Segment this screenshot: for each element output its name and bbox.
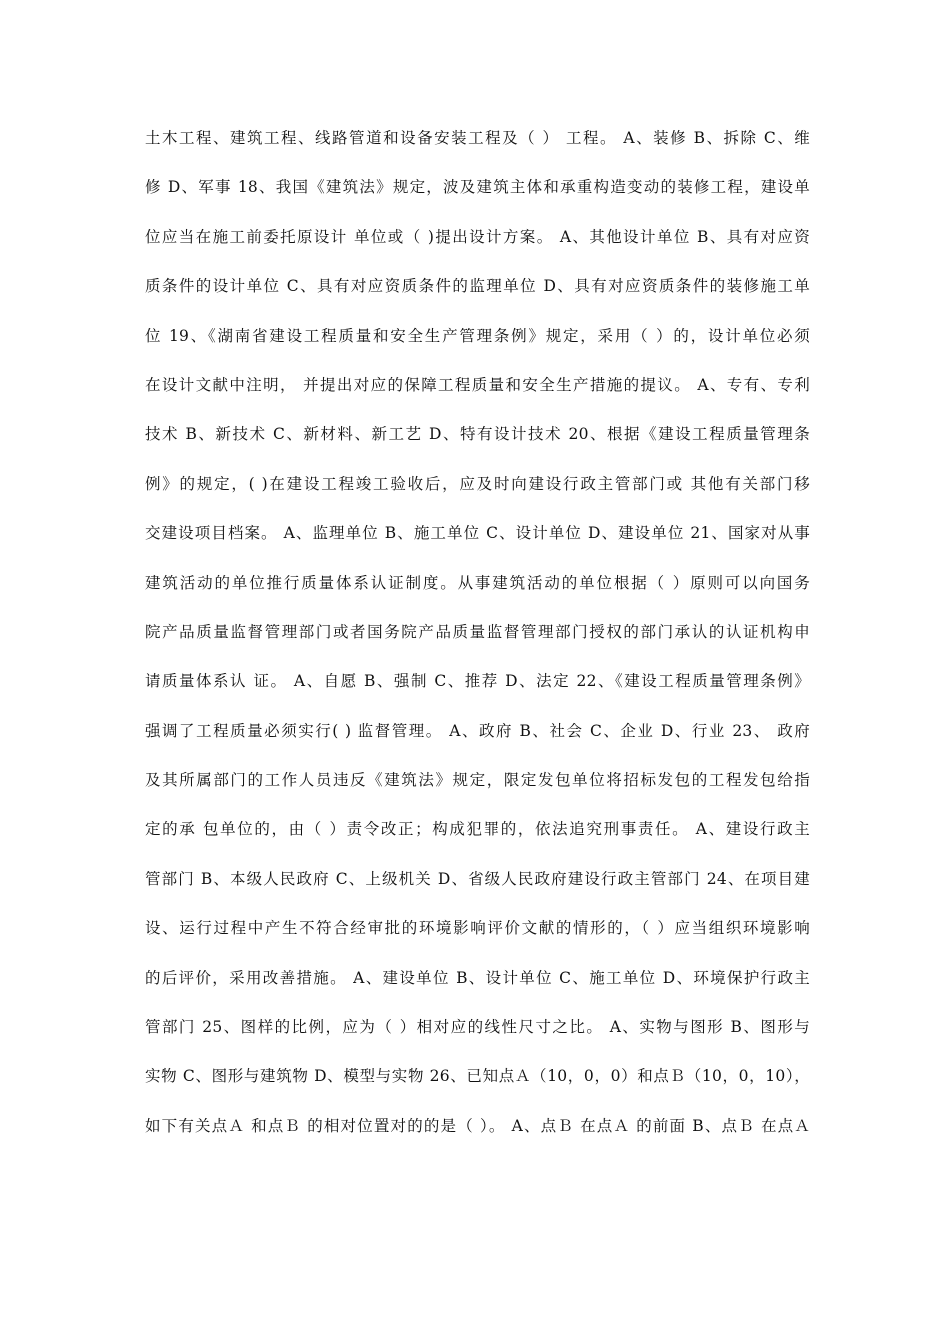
text-line: 在设计文献中注明， 并提出对应的保障工程质量和安全生产措施的提议。 A、专有、专利 (145, 375, 810, 394)
document-text-body (145, 120, 810, 1157)
text-line: 设、运行过程中产生不符合经审批的环境影响评价文献的情形的，（ ）应当组织环境影响 (145, 919, 810, 938)
text-line: 定的承 包单位的，由（ ）责令改正；构成犯罪的，依法追究刑事责任。 A、建设行政主 (145, 820, 810, 839)
text-line: 位应当在施工前委托原设计 单位或（ )提出设计方案。 A、其他设计单位 B、具有对应资 (145, 227, 810, 246)
text-line: 如下有关点Ａ 和点Ｂ 的相对位置对的的是（ ）。 A、点Ｂ 在点Ａ 的前面 B、点Ｂ 在点Ａ (145, 1116, 810, 1135)
text-line: 技术 B、新技术 C、新材料、新工艺 D、特有设计技术 20、根据《建设工程质量管理条 (145, 425, 810, 444)
text-line: 质条件的设计单位 C、具有对应资质条件的监理单位 D、具有对应资质条件的装修施工单 (145, 277, 810, 296)
text-line: 的后评价，采用改善措施。 A、建设单位 B、设计单位 C、施工单位 D、环境保护行政主 (145, 968, 810, 987)
text-line: 土木工程、建筑工程、线路管道和设备安装工程及（ ） 工程。 A、装修 B、拆除 C、维 (145, 129, 810, 147)
text-line: 交建设项目档案。 A、监理单位 B、施工单位 C、设计单位 D、建设单位 21、国家对从事 (145, 524, 810, 543)
text-line: 修 D、军事 18、我国《建筑法》规定，波及建筑主体和承重构造变动的装修工程，建设单 (145, 178, 810, 197)
text-line: 例》的规定，( )在建设工程竣工验收后，应及时向建设行政主管部门或 其他有关部门移 (145, 474, 810, 493)
text-line: 强调了工程质量必须实行( ) 监督管理。 A、政府 B、社会 C、企业 D、行业 23、 政府 (145, 721, 810, 740)
text-line: 请质量体系认 证。 A、自愿 B、强制 C、推荐 D、法定 22、《建设工程质量管理条例》 (145, 672, 810, 691)
text-line: 实物 C、图形与建筑物 D、模型与实物 26、已知点Ａ（10，0，0）和点Ｂ（10，0，10）， (145, 1067, 810, 1086)
text-line: 管部门 25、图样的比例，应为（ ）相对应的线性尺寸之比。 A、实物与图形 B、图形与 (145, 1018, 810, 1037)
text-line: 及其所属部门的工作人员违反《建筑法》规定，限定发包单位将招标发包的工程发包给指 (145, 771, 810, 790)
text-line: 院产品质量监督管理部门或者国务院产品质量监督管理部门授权的部门承认的认证机构申 (145, 622, 810, 641)
text-line: 位 19、《湖南省建设工程质量和安全生产管理条例》规定，采用（ ）的，设计单位必须 (145, 326, 810, 345)
text-line: 管部门 B、本级人民政府 C、上级机关 D、省级人民政府建设行政主管部门 24、在项目建 (145, 869, 810, 888)
text-line: 建筑活动的单位推行质量体系认证制度。从事建筑活动的单位根据（ ）原则可以向国务 (145, 573, 810, 592)
